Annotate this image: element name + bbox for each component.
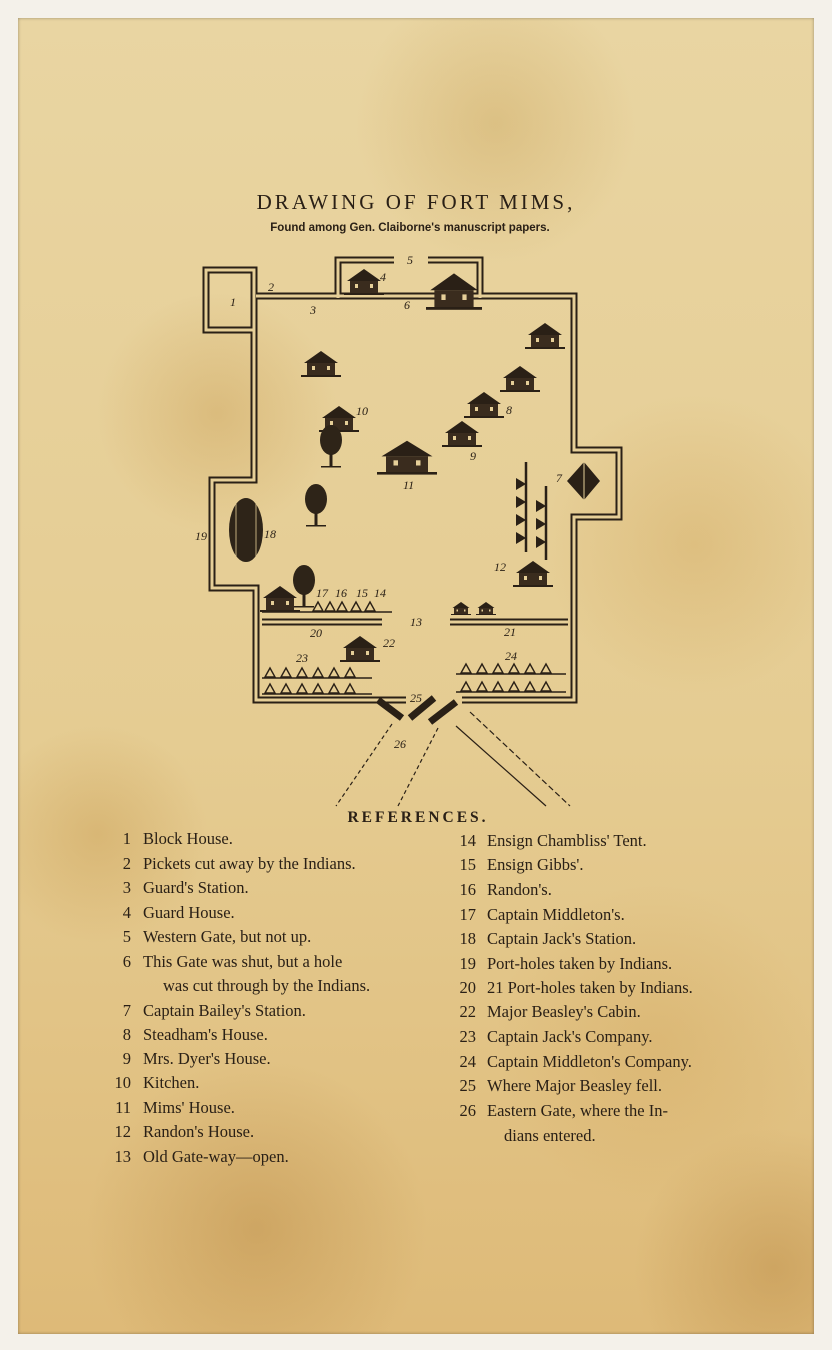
label-7: 7 [556,471,562,485]
bailey-station-icon [567,462,600,500]
reference-item: 17 Captain Middleton's. [459,905,625,924]
reference-item: 13 Old Gate-way—open. [114,1147,289,1166]
label-13: 13 [410,615,422,629]
label-15: 15 [356,586,368,600]
label-20: 20 [310,626,322,640]
references-heading: REFERENCES. [347,809,489,826]
label-14: 14 [374,586,386,600]
mims-house-icon [377,441,437,475]
label-19: 19 [195,529,207,543]
reference-item: 22 Major Beasley's Cabin. [459,1002,641,1021]
label-2: 2 [268,280,274,294]
reference-item: 10 Kitchen. [114,1073,200,1092]
dyer-house-icon [442,421,482,447]
label-5: 5 [407,253,413,267]
label-16: 16 [335,586,347,600]
small-house-icon [476,602,496,615]
reference-item: 9 Mrs. Dyer's House. [122,1049,271,1068]
page-subtitle: Found among Gen. Claiborne's manuscript papers. [270,222,550,234]
guard-house-icon [344,269,384,295]
reference-item: 1 Block House. [122,829,233,848]
label-23: 23 [296,651,308,665]
reference-item: 6 This Gate was shut, but a hole [122,952,343,971]
house-icon [260,586,300,612]
reference-item: 14 Ensign Chambliss' Tent. [459,831,647,850]
gate-approach-lines [336,712,570,806]
reference-item: 24 Captain Middleton's Company. [459,1052,692,1071]
label-22: 22 [383,636,395,650]
house-icon [500,366,540,392]
label-21: 21 [504,625,516,639]
reference-item: 23 Captain Jack's Company. [459,1027,653,1046]
beasley-cabin-icon [340,636,380,662]
label-24: 24 [505,649,517,663]
reference-item: 11 Mims' House. [115,1098,235,1117]
tree-icon [305,484,327,527]
label-1: 1 [230,295,236,309]
reference-item: 3 Guard's Station. [122,878,249,897]
western-gate-house-icon [426,273,482,309]
house-icon [301,351,341,377]
tree-icon [293,565,315,608]
reference-item: 12 Randon's House. [114,1122,255,1141]
reference-item: 25 Where Major Beasley fell. [459,1076,663,1095]
randon-house-icon [513,561,553,587]
reference-item: 8 Steadham's House. [122,1025,268,1044]
reference-item: 16 Randon's. [459,880,552,899]
reference-item: 2 Pickets cut away by the Indians. [122,854,356,873]
jack-company-tents [262,668,372,694]
reference-item: 4 Guard House. [122,903,235,922]
reference-item: 20 21 Port-holes taken by Indians. [459,978,693,997]
reference-item: 7 Captain Bailey's Station. [122,1001,306,1020]
steadham-house-icon [464,392,504,418]
label-10: 10 [356,404,368,418]
label-18: 18 [264,527,276,541]
label-11: 11 [403,478,415,492]
reference-item: 5 Western Gate, but not up. [122,927,312,946]
tree-icon [320,425,342,468]
jack-station-icon [229,498,263,562]
label-8: 8 [506,403,512,417]
reference-continuation: was cut through by the Indians. [163,976,371,995]
label-9: 9 [470,449,476,463]
page-title: DRAWING OF FORT MIMS, [256,190,576,214]
reference-item: 15 Ensign Gibbs'. [459,855,584,874]
reference-continuation: dians entered. [504,1126,596,1145]
reference-item: 26 Eastern Gate, where the In- [459,1101,668,1120]
picket-tents [516,478,546,548]
label-26: 26 [394,737,406,751]
label-25: 25 [410,691,422,705]
house-icon [525,323,565,349]
label-3: 3 [310,303,316,317]
label-6: 6 [404,298,410,312]
reference-item: 18 Captain Jack's Station. [459,929,637,948]
small-house-icon [451,602,471,615]
label-17: 17 [316,586,328,600]
label-4: 4 [380,270,386,284]
label-12: 12 [494,560,506,574]
reference-item: 19 Port-holes taken by Indians. [459,954,673,973]
middleton-company-tents [456,664,566,692]
